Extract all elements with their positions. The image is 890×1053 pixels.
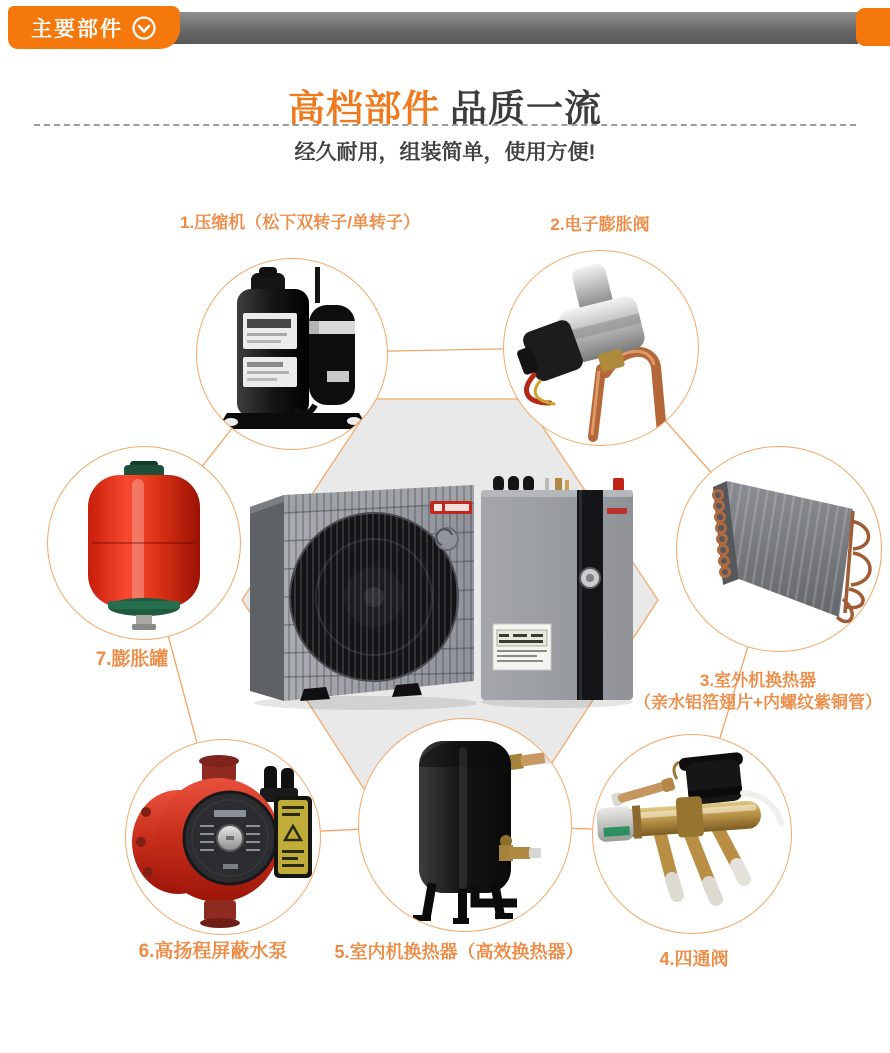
compressor-photo: [197, 259, 387, 449]
component-circle-water-pump: [125, 739, 321, 935]
component-circle-expansion-tank: [47, 446, 241, 640]
component-circle-indoor-heat-exchanger: [358, 718, 572, 932]
component-circle-expansion-valve: [503, 250, 699, 446]
indoor-unit-photo: [479, 474, 639, 709]
expansion-tank-photo: [48, 447, 240, 639]
outdoor-unit-photo: [246, 477, 476, 712]
four-way-valve-photo: [593, 735, 791, 933]
expansion-valve-photo: [504, 251, 698, 445]
label-four-way-valve: 4.四通阀: [659, 949, 729, 969]
component-circle-compressor: [196, 258, 388, 450]
label-outdoor-heat-exchanger: [626, 670, 890, 714]
page-title-highlight: 高档部件: [288, 88, 440, 129]
label-expansion-valve: 2.电子膨胀阀: [550, 215, 650, 234]
label-compressor: 1.压缩机（松下双转子/单转子）: [180, 213, 420, 232]
label-outdoor-heat-exchanger-line2: （亲水铝箔翅片+内螺纹紫铜管）: [634, 693, 882, 713]
page-subtitle: 经久耐用，组装简单，使用方便!: [294, 141, 596, 164]
label-water-pump: 6.高扬程屏蔽水泵: [138, 941, 288, 962]
component-circle-outdoor-heat-exchanger: [676, 446, 882, 652]
page-title-rest: 品质一流: [450, 88, 602, 129]
label-outdoor-heat-exchanger-line1: 3.室外机换热器: [699, 671, 817, 690]
outdoor-heat-exchanger-photo: [677, 447, 881, 651]
label-indoor-heat-exchanger: 5.室内机换热器（高效换热器）: [334, 942, 584, 962]
indoor-heat-exchanger-photo: [359, 719, 571, 931]
water-pump-photo: [126, 740, 320, 934]
label-expansion-tank: 7.膨胀罐: [95, 649, 169, 670]
component-circle-four-way-valve: [592, 734, 792, 934]
section-tab-label: 主要部件: [31, 17, 123, 41]
